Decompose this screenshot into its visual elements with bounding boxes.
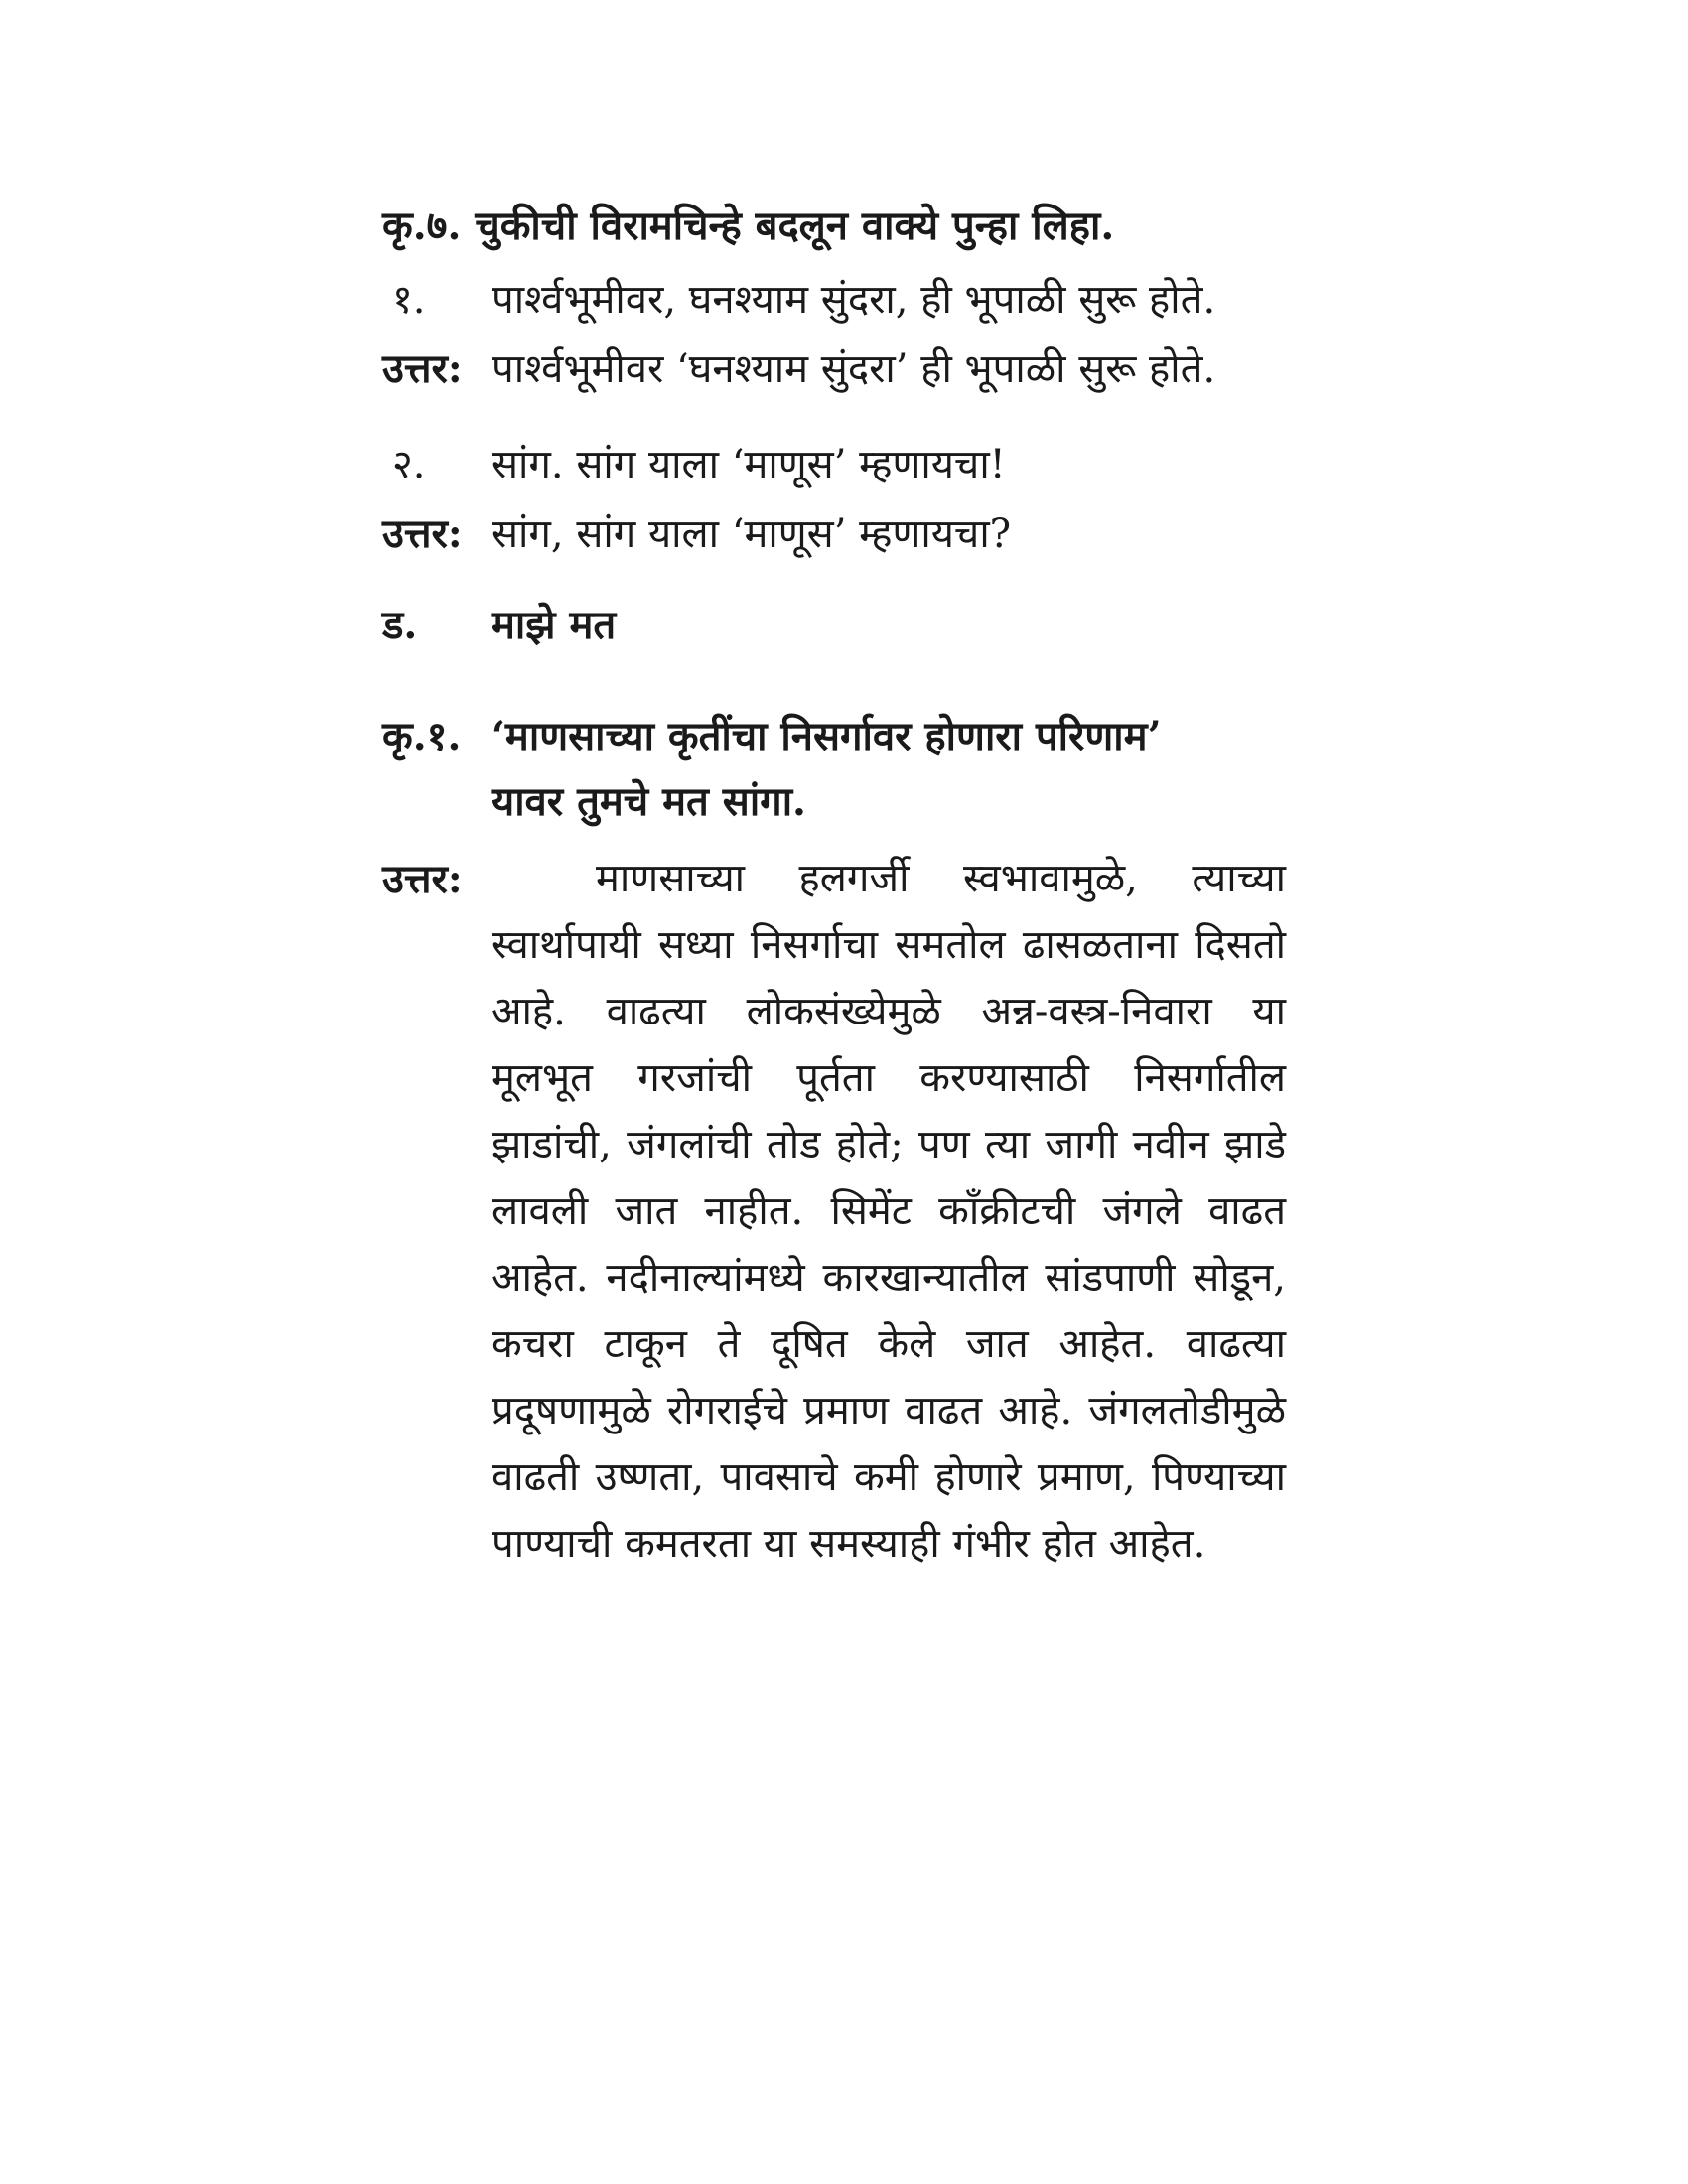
q7-item-2-answer: सांग, सांग याला ‘माणूस’ म्हणायचा? (492, 511, 1012, 557)
q7-item-2-row (382, 442, 1006, 487)
q1-label: कृ.१. (382, 713, 462, 759)
q1-question-line-1: ‘माणसाच्या कृतींचा निसर्गावर होणारा परिणाम’ (492, 713, 1162, 759)
q7-heading-row (382, 203, 1115, 249)
q1-answer-text: माणसाच्या हलगर्जी स्वभावामुळे, त्याच्या स्वार्थापायी सध्या निसर्गाचा समतोल ढासळताना दिसतो आहे. वाढत्या लोकसंख्येमुळे अन्न-वस्त्र-निवारा या मूलभूत गरजांची पूर्तता करण्यासाठी निसर्गातील झाडांची, जंगलांची तोड होते; पण त्या जागी नवीन झाडे लावली जात नाहीत. सिमेंट कॉंक्रीटची जंगले वाढत आहेत. नदीनाल्यांमध्ये कारखान्यातील सांडपाणी सोडून, कचरा टाकून ते दूषित केले जात आहेत. वाढत्या प्रदूषणामुळे रोगराईचे प्रमाण वाढत आहे. जंगलतोडीमुळे वाढती उष्णता, पावसाचे कमी होणारे प्रमाण, पिण्याच्या पाण्याची कमतरता या समस्याही गंभीर होत आहेत. (492, 856, 1286, 1567)
q7-item-2-sentence: सांग. सांग याला ‘माणूस’ म्हणायचा! (492, 442, 1006, 487)
q7-item-1-answer-label: उत्तर: (382, 345, 463, 392)
q7-item-1-sentence: पार्श्वभूमीवर, घनश्याम सुंदरा, ही भूपाळी सुरू होते. (492, 277, 1216, 323)
section-d-label: ड. (382, 602, 418, 648)
q7-label: कृ.७. (382, 203, 462, 249)
q1-answer-label: उत्तर: (382, 856, 463, 902)
q7-item-1-row (382, 277, 1216, 323)
q7-item-2-answer-row (382, 510, 1012, 557)
q7-item-1-answer: पार्श्वभूमीवर ‘घनश्याम सुंदरा’ ही भूपाळी सुरू होते. (492, 346, 1216, 392)
q7-item-2-answer-label: उत्तर: (382, 510, 463, 557)
q1-question-line-2: यावर तुमचे मत सांगा. (492, 778, 806, 825)
section-d-row (382, 602, 617, 648)
q7-item-1-number: १. (392, 277, 426, 323)
q1-answer-paragraph (492, 846, 1286, 1577)
q7-item-1-answer-row (382, 345, 1216, 392)
q7-item-2-number: २. (392, 442, 426, 487)
section-d-title: माझे मत (492, 602, 617, 648)
q7-heading: चुकीची विरामचिन्हे बदलून वाक्ये पुन्हा लिहा. (475, 203, 1115, 249)
